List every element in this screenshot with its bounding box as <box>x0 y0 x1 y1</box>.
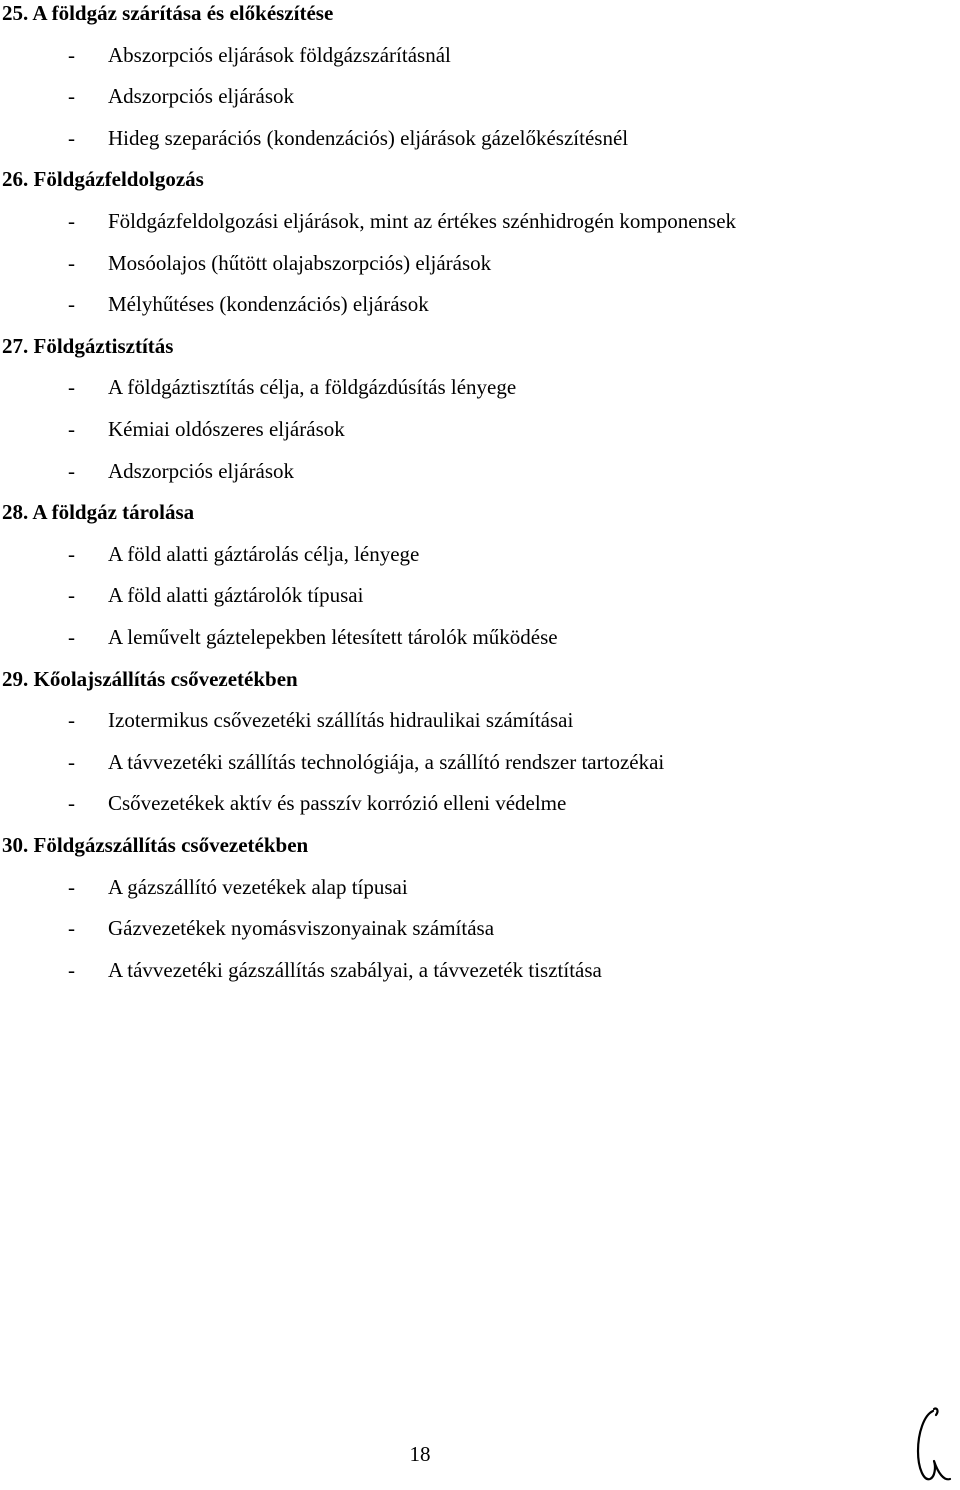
bullet-dash: - <box>68 84 75 109</box>
list-item-text: A föld alatti gáztárolók típusai <box>108 583 364 608</box>
bullet-dash: - <box>68 874 75 899</box>
section-heading: 29. Kőolajszállítás csővezetékben <box>2 666 298 691</box>
section-heading: 25. A földgáz szárítása és előkészítése <box>2 1 334 25</box>
list-item <box>0 539 940 569</box>
list-item-text: A földgáztisztítás célja, a földgázdúsítás lényege <box>108 375 517 400</box>
list-item <box>0 955 940 985</box>
list-item <box>0 206 940 236</box>
bullet-dash: - <box>68 458 75 483</box>
section-heading: 26. Földgázfeldolgozás <box>2 167 204 192</box>
page-number: 18 <box>409 1442 431 1466</box>
bullet-dash: - <box>68 625 75 649</box>
list-item-text: Gázvezetékek nyomásviszonyainak számítása <box>108 916 495 941</box>
bullet-dash: - <box>68 125 75 150</box>
list-item <box>0 372 940 402</box>
list-item-text: Földgázfeldolgozási eljárások, mint az értékes szénhidrogén komponensek <box>108 209 737 233</box>
list-item <box>0 747 940 777</box>
bullet-dash: - <box>68 791 75 816</box>
list-item <box>0 913 940 943</box>
list-item-text: Kémiai oldószeres eljárások <box>108 417 345 441</box>
list-item <box>0 40 940 70</box>
list-item <box>0 414 940 444</box>
bullet-dash: - <box>68 292 75 317</box>
list-item-text: A gázszállító vezetékek alap típusai <box>108 874 408 899</box>
bullet-dash: - <box>68 417 75 441</box>
list-item <box>0 456 940 486</box>
bullet-dash: - <box>68 209 75 233</box>
bullet-dash: - <box>68 375 75 400</box>
list-item-text: Abszorpciós eljárások földgázszárításnál <box>108 42 451 67</box>
list-item-text: Mosóolajos (hűtött olajabszorpciós) eljárások <box>108 250 492 275</box>
list-item-text: Adszorpciós eljárások <box>108 84 295 109</box>
list-item-text: A távvezetéki gázszállítás szabályai, a távvezeték tisztítása <box>108 957 602 982</box>
bullet-dash: - <box>68 749 75 774</box>
list-item-text: Izotermikus csővezetéki szállítás hidraulikai számításai <box>108 708 574 733</box>
list-item <box>0 248 940 278</box>
list-item-text: Mélyhűtéses (kondenzációs) eljárások <box>108 292 429 317</box>
list-item <box>0 289 940 319</box>
list-item <box>0 705 940 735</box>
bullet-dash: - <box>68 708 75 733</box>
section-heading: 30. Földgázszállítás csővezetékben <box>2 833 309 857</box>
bullet-dash: - <box>68 250 75 275</box>
list-item <box>0 872 940 902</box>
list-item <box>0 580 940 610</box>
list-item <box>0 788 940 818</box>
bullet-dash: - <box>68 957 75 982</box>
section-heading: 27. Földgáztisztítás <box>2 333 174 358</box>
section-heading: 28. A földgáz tárolása <box>2 500 195 525</box>
list-item <box>0 622 940 652</box>
bullet-dash: - <box>68 916 75 941</box>
bullet-dash: - <box>68 583 75 608</box>
list-item-text: A föld alatti gáztárolás célja, lényege <box>108 541 420 566</box>
list-item <box>0 81 940 111</box>
bullet-dash: - <box>68 42 75 67</box>
list-item-text: A leművelt gáztelepekben létesített tárolók működése <box>108 625 558 649</box>
handwritten-initial <box>912 1403 956 1487</box>
list-item-text: Hideg szeparációs (kondenzációs) eljárások gázelőkészítésnél <box>108 125 629 150</box>
list-item-text: Adszorpciós eljárások <box>108 458 295 483</box>
list-item <box>0 123 940 153</box>
list-item-text: A távvezetéki szállítás technológiája, a szállító rendszer tartozékai <box>108 749 665 774</box>
bullet-dash: - <box>68 541 75 566</box>
list-item-text: Csővezetékek aktív és passzív korrózió elleni védelme <box>108 791 567 816</box>
